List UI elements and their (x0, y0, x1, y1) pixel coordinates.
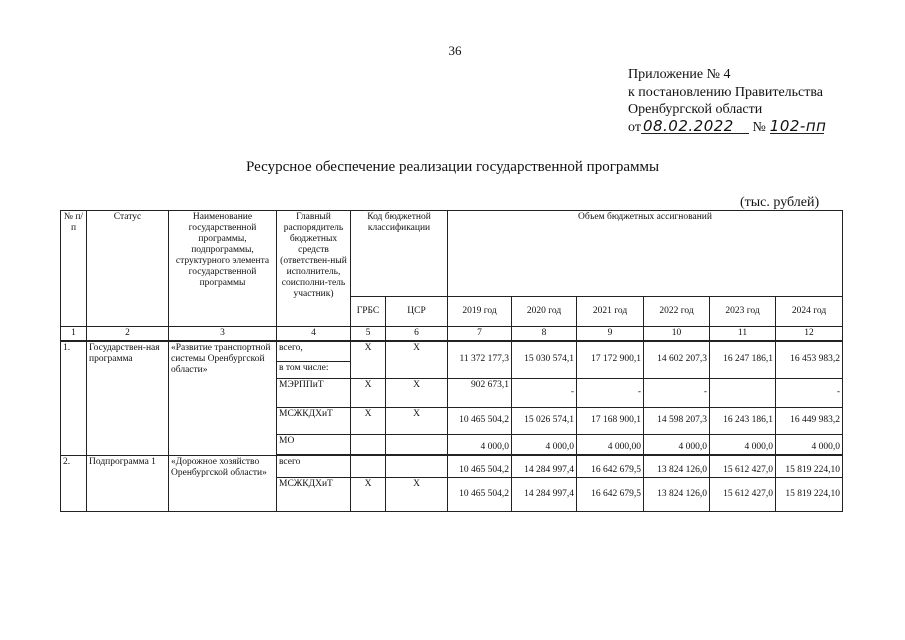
header-year: 2023 год (710, 297, 776, 327)
header-year: 2021 год (577, 297, 644, 327)
value-cell: 4 000,00 (577, 434, 644, 455)
value-cell: - (644, 378, 710, 407)
csr-cell: Х (386, 378, 448, 407)
row-status: Подпрограмма 1 (87, 455, 169, 511)
value-cell: 15 819 224,10 (776, 455, 843, 477)
value-cell: 16 449 983,2 (776, 407, 843, 434)
value-cell: 16 247 186,1 (710, 341, 776, 378)
manager-cell: в том числе: (277, 361, 351, 378)
value-cell: 15 026 574,1 (512, 407, 577, 434)
value-cell (710, 378, 776, 407)
handwritten-date: 08.02.2022 (641, 119, 749, 134)
appendix-date-line (628, 116, 827, 137)
row-num: 2. (61, 455, 87, 511)
table-row (61, 341, 843, 361)
column-number: 11 (710, 327, 776, 342)
csr-cell: Х (386, 341, 448, 378)
header-allocations: Объем бюджетных ассигнований (448, 211, 843, 297)
value-cell: 10 465 504,2 (448, 455, 512, 477)
value-cell: 17 168 900,1 (577, 407, 644, 434)
value-cell: 14 284 997,4 (512, 477, 577, 511)
table-row (61, 455, 843, 477)
document-title: Ресурсное обеспечение реализации государственной программы (245, 159, 660, 175)
page-number: 36 (448, 43, 462, 58)
value-cell: 15 819 224,10 (776, 477, 843, 511)
csr-cell: Х (386, 477, 448, 511)
column-number: 9 (577, 327, 644, 342)
grbs-cell: Х (351, 407, 386, 434)
value-cell: 10 465 504,2 (448, 407, 512, 434)
manager-cell: МСЖКДХиТ (277, 477, 351, 511)
row-status: Государствен-ная программа (87, 341, 169, 455)
value-cell: 15 612 427,0 (710, 455, 776, 477)
value-cell: 16 453 983,2 (776, 341, 843, 378)
appendix-block (628, 66, 827, 136)
value-cell: 4 000,0 (448, 434, 512, 455)
header-year: 2020 год (512, 297, 577, 327)
value-cell: 14 602 207,3 (644, 341, 710, 378)
grbs-cell: Х (351, 378, 386, 407)
value-cell: 10 465 504,2 (448, 477, 512, 511)
value-cell: 902 673,1 (448, 378, 512, 407)
value-cell: 13 824 126,0 (644, 455, 710, 477)
value-cell: 4 000,0 (644, 434, 710, 455)
value-cell: 4 000,0 (512, 434, 577, 455)
value-cell: - (512, 378, 577, 407)
resource-table (60, 210, 843, 512)
header-year: 2024 год (776, 297, 843, 327)
grbs-cell (351, 434, 386, 455)
csr-cell (386, 434, 448, 455)
header-name: Наименование государственной программы, подпрограммы, структурного элемента государственной программы (169, 211, 277, 327)
grbs-cell: Х (351, 477, 386, 511)
column-number: 5 (351, 327, 386, 342)
value-cell: 16 243 186,1 (710, 407, 776, 434)
row-num: 1. (61, 341, 87, 455)
value-cell: 4 000,0 (710, 434, 776, 455)
column-number: 4 (277, 327, 351, 342)
header-year: 2022 год (644, 297, 710, 327)
handwritten-number: 102-пп (769, 116, 827, 135)
header-num: № п/п (61, 211, 87, 327)
value-cell: 11 372 177,3 (448, 341, 512, 378)
column-number: 8 (512, 327, 577, 342)
column-number: 12 (776, 327, 843, 342)
value-cell: - (776, 378, 843, 407)
column-number: 10 (644, 327, 710, 342)
header-budget-code: Код бюджетной классификации (351, 211, 448, 297)
appendix-line-1: Приложение № 4 (628, 67, 731, 82)
manager-cell: всего (277, 455, 351, 477)
value-cell: 14 284 997,4 (512, 455, 577, 477)
header-status: Статус (87, 211, 169, 327)
manager-cell: МЭРППиТ (277, 378, 351, 407)
row-name: «Развитие транспортной системы Оренбургской области» (169, 341, 277, 455)
unit-label: (тыс. рублей) (740, 195, 820, 210)
value-cell: 13 824 126,0 (644, 477, 710, 511)
column-number: 6 (386, 327, 448, 342)
column-number: 3 (169, 327, 277, 342)
number-label: № (752, 119, 766, 135)
value-cell: - (577, 378, 644, 407)
manager-cell: МСЖКДХиТ (277, 407, 351, 434)
value-cell: 14 598 207,3 (644, 407, 710, 434)
value-cell: 15 030 574,1 (512, 341, 577, 378)
row-name: «Дорожное хозяйство Оренбургской области» (169, 455, 277, 511)
manager-cell: всего, (277, 341, 351, 361)
appendix-line-2: к постановлению Правительства (628, 84, 824, 100)
header-csr: ЦСР (386, 297, 448, 327)
column-number: 1 (61, 327, 87, 342)
value-cell: 4 000,0 (776, 434, 843, 455)
header-row-1 (61, 211, 843, 297)
grbs-cell (351, 455, 386, 477)
header-grbs: ГРБС (351, 297, 386, 327)
csr-cell: Х (386, 407, 448, 434)
value-cell: 17 172 900,1 (577, 341, 644, 378)
column-number: 7 (448, 327, 512, 342)
column-number-row (61, 327, 843, 342)
appendix-line-3: Оренбургской области (628, 102, 763, 117)
csr-cell (386, 455, 448, 477)
grbs-cell: Х (351, 341, 386, 378)
from-label: от (628, 119, 641, 135)
value-cell: 15 612 427,0 (710, 477, 776, 511)
manager-cell: МО (277, 434, 351, 455)
value-cell: 16 642 679,5 (577, 477, 644, 511)
header-manager: Главный распорядитель бюджетных средств (ответствен-ный исполнитель, соисполни-тель участник) (277, 211, 351, 327)
column-number: 2 (87, 327, 169, 342)
header-year: 2019 год (448, 297, 512, 327)
value-cell: 16 642 679,5 (577, 455, 644, 477)
